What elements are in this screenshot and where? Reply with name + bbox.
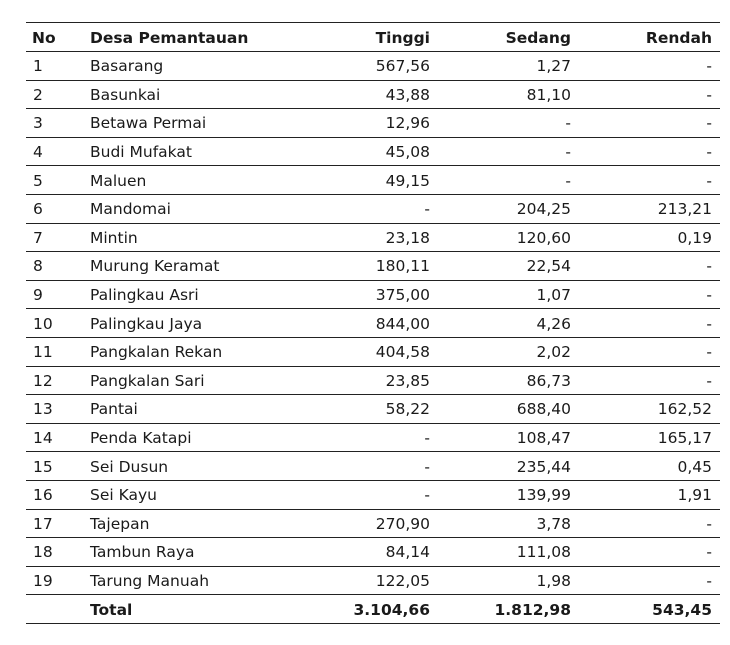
table-row: [26, 137, 720, 166]
cell-sedang: -: [565, 171, 571, 190]
cell-tinggi: 180,11: [375, 257, 430, 276]
cell-sedang: 139,99: [516, 486, 571, 505]
cell-no: 11: [33, 343, 53, 362]
cell-rendah: -: [706, 85, 712, 104]
total-label: Total: [90, 600, 133, 619]
cell-desa: Tajepan: [90, 514, 150, 533]
cell-sedang: 2,02: [536, 343, 571, 362]
cell-no: 6: [33, 200, 43, 219]
table-row: [26, 252, 720, 281]
header-sedang: Sedang: [505, 29, 571, 47]
cell-desa: Tambun Raya: [90, 543, 195, 562]
table-row: [26, 194, 720, 223]
table-row: [26, 309, 720, 338]
cell-tinggi: 45,08: [385, 143, 430, 162]
cell-no: 19: [33, 571, 53, 590]
table-row: [26, 423, 720, 452]
cell-no: 7: [33, 228, 43, 247]
cell-rendah: 162,52: [657, 400, 712, 419]
cell-tinggi: 23,18: [385, 228, 430, 247]
cell-desa: Sei Kayu: [90, 486, 157, 505]
cell-desa: Basarang: [90, 57, 164, 76]
cell-no: 3: [33, 114, 43, 133]
cell-sedang: 4,26: [536, 314, 571, 333]
cell-sedang: 235,44: [516, 457, 571, 476]
table-row: [26, 223, 720, 252]
cell-rendah: -: [706, 571, 712, 590]
cell-desa: Pangkalan Rekan: [90, 343, 223, 362]
total-tinggi: 3.104,66: [353, 600, 430, 619]
cell-rendah: 0,45: [677, 457, 712, 476]
cell-tinggi: 122,05: [375, 571, 430, 590]
cell-sedang: 86,73: [526, 371, 571, 390]
cell-no: 5: [33, 171, 43, 190]
cell-rendah: -: [706, 314, 712, 333]
cell-no: 12: [33, 371, 53, 390]
table-row: [26, 280, 720, 309]
cell-no: 16: [33, 486, 53, 505]
table-row: [26, 109, 720, 138]
cell-desa: Budi Mufakat: [90, 143, 192, 162]
cell-tinggi: 12,96: [385, 114, 430, 133]
cell-sedang: -: [565, 143, 571, 162]
cell-no: 2: [33, 85, 43, 104]
cell-desa: Mintin: [90, 228, 138, 247]
cell-sedang: 1,27: [536, 57, 571, 76]
cell-desa: Penda Katapi: [90, 429, 192, 448]
table-row: [26, 80, 720, 109]
cell-tinggi: 23,85: [385, 371, 430, 390]
total-rendah: 543,45: [652, 600, 712, 619]
cell-tinggi: -: [424, 200, 430, 219]
cell-tinggi: 844,00: [375, 314, 430, 333]
cell-sedang: -: [565, 114, 571, 133]
cell-tinggi: 58,22: [385, 400, 430, 419]
cell-rendah: -: [706, 286, 712, 305]
cell-no: 10: [33, 314, 53, 333]
table-row: [26, 566, 720, 595]
cell-desa: Palingkau Asri: [90, 286, 199, 305]
cell-tinggi: 270,90: [375, 514, 430, 533]
cell-rendah: 165,17: [657, 429, 712, 448]
cell-no: 9: [33, 286, 43, 305]
table-row: [26, 509, 720, 538]
cell-rendah: -: [706, 57, 712, 76]
cell-rendah: -: [706, 371, 712, 390]
table-header: [26, 23, 720, 52]
table-row: [26, 395, 720, 424]
total-sedang: 1.812,98: [494, 600, 571, 619]
cell-sedang: 81,10: [526, 85, 571, 104]
cell-tinggi: 43,88: [385, 85, 430, 104]
total-row: [26, 595, 720, 624]
cell-rendah: 1,91: [677, 486, 712, 505]
cell-sedang: 688,40: [516, 400, 571, 419]
cell-tinggi: -: [424, 429, 430, 448]
cell-tinggi: 49,15: [385, 171, 430, 190]
cell-sedang: 3,78: [536, 514, 571, 533]
cell-tinggi: 375,00: [375, 286, 430, 305]
cell-no: 8: [33, 257, 43, 276]
cell-desa: Basunkai: [90, 85, 161, 104]
cell-rendah: 213,21: [657, 200, 712, 219]
cell-tinggi: -: [424, 457, 430, 476]
table-row: [26, 452, 720, 481]
cell-desa: Tarung Manuah: [90, 571, 210, 590]
cell-sedang: 204,25: [516, 200, 571, 219]
cell-rendah: -: [706, 143, 712, 162]
table-body: [26, 52, 720, 624]
cell-sedang: 108,47: [516, 429, 571, 448]
cell-rendah: 0,19: [677, 228, 712, 247]
cell-no: 13: [33, 400, 53, 419]
cell-rendah: -: [706, 514, 712, 533]
table-row: [26, 166, 720, 195]
header-rendah: Rendah: [645, 29, 712, 47]
cell-rendah: -: [706, 257, 712, 276]
cell-sedang: 1,07: [536, 286, 571, 305]
header-tinggi: Tinggi: [375, 29, 430, 47]
cell-sedang: 22,54: [526, 257, 571, 276]
cell-sedang: 120,60: [516, 228, 571, 247]
cell-no: 4: [33, 143, 43, 162]
cell-desa: Palingkau Jaya: [90, 314, 203, 333]
cell-desa: Pangkalan Sari: [90, 371, 205, 390]
cell-sedang: 1,98: [536, 571, 571, 590]
table-row: [26, 52, 720, 81]
cell-tinggi: -: [424, 486, 430, 505]
cell-desa: Mandomai: [90, 200, 171, 219]
monitoring-table: [26, 22, 720, 624]
cell-rendah: -: [706, 114, 712, 133]
table-row: [26, 538, 720, 567]
cell-desa: Murung Keramat: [90, 257, 220, 276]
table-row: [26, 337, 720, 366]
cell-no: 14: [33, 429, 53, 448]
cell-tinggi: 404,58: [375, 343, 430, 362]
cell-rendah: -: [706, 343, 712, 362]
cell-no: 15: [33, 457, 53, 476]
table-row: [26, 366, 720, 395]
cell-desa: Betawa Permai: [90, 114, 207, 133]
cell-tinggi: 84,14: [385, 543, 430, 562]
header-desa: Desa Pemantauan: [90, 29, 249, 47]
cell-rendah: -: [706, 543, 712, 562]
cell-tinggi: 567,56: [375, 57, 430, 76]
table-row: [26, 480, 720, 509]
cell-desa: Sei Dusun: [90, 457, 169, 476]
cell-rendah: -: [706, 171, 712, 190]
cell-no: 17: [33, 514, 53, 533]
total-no: [26, 595, 84, 624]
header-no: No: [32, 29, 56, 47]
cell-desa: Pantai: [90, 400, 138, 419]
header-row: [26, 23, 720, 52]
cell-no: 1: [33, 57, 43, 76]
cell-no: 18: [33, 543, 53, 562]
cell-desa: Maluen: [90, 171, 147, 190]
cell-sedang: 111,08: [516, 543, 571, 562]
